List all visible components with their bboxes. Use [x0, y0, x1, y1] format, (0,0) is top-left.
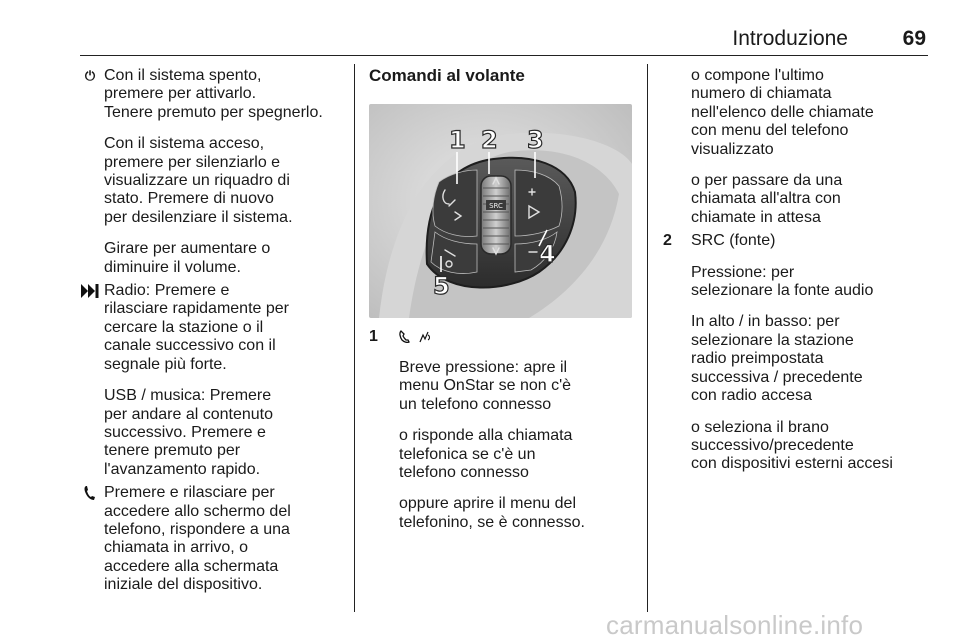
text-line: canale successivo con il	[104, 337, 276, 355]
text-line: nell'elenco delle chiamate	[691, 103, 874, 121]
item-number: 2	[663, 232, 672, 250]
column-divider-2	[647, 64, 648, 612]
power-icon: ⏻	[84, 68, 96, 83]
text-line: accedere allo schermo del	[104, 502, 291, 520]
text-line: cercare la stazione o il	[104, 318, 264, 336]
text-line: telefono, rispondere a una	[104, 520, 290, 538]
text-line: selezionare la stazione	[691, 331, 854, 349]
power-item	[80, 67, 342, 122]
callout-2: 2	[481, 126, 498, 154]
text-line: accedere alla schermata	[104, 557, 279, 575]
callout-3: 3	[527, 126, 544, 154]
text-line: menu OnStar se non c'è	[399, 377, 572, 395]
text-line: visualizzare un riquadro di	[104, 172, 290, 190]
callout-5: 5	[433, 272, 450, 300]
text-line: un telefono connesso	[399, 395, 552, 413]
next-track-item	[80, 282, 342, 374]
text-line: Premere e rilasciare per	[104, 484, 275, 502]
power-on-paragraph	[80, 135, 342, 227]
text-line: successiva / precedente	[691, 368, 863, 386]
text-line: per desilenziare il sistema.	[104, 208, 293, 226]
text-line: USB / musica: Premere	[104, 387, 272, 405]
text-line: tenere premuto per	[104, 442, 241, 460]
text-line: numero di chiamata	[691, 85, 832, 103]
text-line: iniziale del dispositivo.	[104, 576, 263, 594]
item-number: 1	[369, 328, 378, 345]
text-line: l'avanzamento rapido.	[104, 460, 261, 478]
text-line: chiamate in attesa	[691, 208, 821, 226]
text-line: o compone l'ultimo	[691, 67, 824, 84]
phone-item	[80, 484, 342, 594]
phone-icon	[80, 484, 100, 506]
text-line: telefono connesso	[399, 464, 529, 482]
text-line: telefonica se c'è un	[399, 445, 536, 463]
text-line: Radio: Premere e	[104, 282, 230, 300]
text-line: Tenere premuto per spegnerlo.	[104, 103, 323, 121]
item-1-icons	[399, 328, 639, 346]
watermark: carmanualsonline.info	[606, 610, 864, 640]
volume-paragraph	[80, 240, 342, 277]
text-line: rilasciare rapidamente per	[104, 300, 289, 318]
text-line: radio preimpostata	[691, 350, 824, 368]
text-line: Con il sistema spento,	[104, 67, 262, 84]
text-line: o seleziona il brano	[691, 418, 829, 436]
voice-icon	[418, 330, 432, 344]
text-line: con radio accesa	[691, 387, 812, 405]
text-line: Pressione: per	[691, 263, 795, 281]
text-line: successivo. Premere e	[104, 423, 266, 441]
callout-4: 4	[539, 240, 556, 268]
text-line: chiamata all'altra con	[691, 190, 841, 208]
text-line: successivo/precedente	[691, 436, 854, 454]
text-line: In alto / in basso: per	[691, 313, 840, 331]
text-line: premere per attivarlo.	[104, 85, 257, 103]
text-line: segnale più forte.	[104, 355, 227, 373]
text-line: chiamata in arrivo, o	[104, 539, 249, 557]
handset-icon	[399, 330, 411, 344]
column-left	[80, 67, 342, 595]
header-rule	[80, 55, 928, 56]
next-track-icon	[80, 282, 100, 303]
column-divider-1	[354, 64, 355, 612]
text-line: con menu del telefono	[691, 122, 849, 140]
text-line: diminuire il volume.	[104, 258, 241, 276]
text-line: Girare per aumentare o	[104, 240, 271, 258]
text-line: con dispositivi esterni accesi	[691, 455, 893, 473]
text-line: o risponde alla chiamata	[399, 427, 573, 445]
item-1-block	[369, 328, 639, 532]
text-line: oppure aprire il menu del	[399, 495, 576, 513]
text-line: premere per silenziarlo e	[104, 153, 281, 171]
text-line: per andare al contenuto	[104, 405, 274, 423]
text-line: selezionare la fonte audio	[691, 282, 874, 300]
text-line: Breve pressione: apre il	[399, 359, 568, 376]
src-label: SRC	[489, 202, 503, 210]
text-line: Con il sistema acceso,	[104, 135, 265, 153]
usb-paragraph	[80, 387, 342, 479]
page-number: 69	[902, 27, 926, 50]
callout-1: 1	[449, 126, 466, 154]
steering-wheel-controls-figure	[369, 104, 632, 318]
column-middle	[369, 66, 639, 86]
page-header-title: Introduzione	[732, 27, 848, 50]
column-right	[663, 67, 953, 474]
text-line: SRC (fonte)	[691, 232, 776, 250]
section-title: Comandi al volante	[369, 66, 525, 85]
text-line: visualizzato	[691, 140, 774, 158]
text-line: stato. Premere di nuovo	[104, 190, 274, 208]
text-line: o per passare da una	[691, 172, 843, 190]
text-line: telefonino, se è connesso.	[399, 513, 585, 531]
